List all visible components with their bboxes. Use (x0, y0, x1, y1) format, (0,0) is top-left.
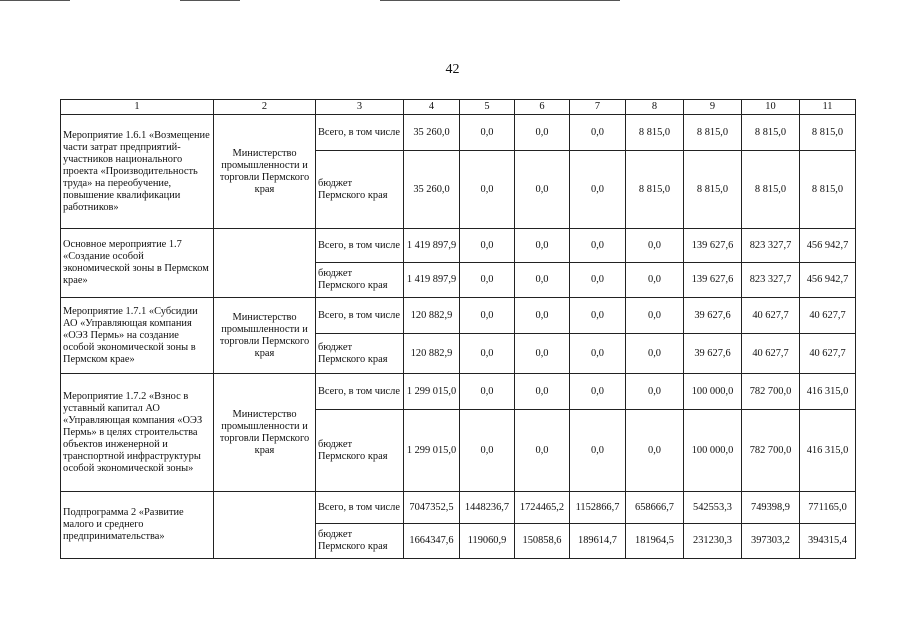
amount-cell: 1 299 015,0 (404, 410, 460, 492)
table-row (61, 229, 856, 263)
amount-cell: 40 627,7 (800, 298, 856, 334)
amount-cell: 1448236,7 (460, 492, 515, 524)
header-cell: 8 (626, 100, 684, 115)
amount-cell: 40 627,7 (742, 298, 800, 334)
activity-name-cell: Основное мероприятие 1.7 «Создание особой экономической зоны в Пермском крае» (61, 229, 214, 298)
amount-cell: 40 627,7 (742, 334, 800, 374)
funding-source-cell: Всего, в том числе (316, 115, 404, 151)
amount-cell: 0,0 (515, 115, 570, 151)
amount-cell: 456 942,7 (800, 229, 856, 263)
amount-cell: 8 815,0 (800, 115, 856, 151)
funding-source-cell: Всего, в том числе (316, 298, 404, 334)
amount-cell: 35 260,0 (404, 151, 460, 229)
amount-cell: 8 815,0 (684, 151, 742, 229)
executor-cell (214, 492, 316, 559)
header-cell: 3 (316, 100, 404, 115)
amount-cell: 0,0 (515, 410, 570, 492)
amount-cell: 0,0 (626, 334, 684, 374)
table-row (61, 492, 856, 524)
amount-cell: 0,0 (570, 410, 626, 492)
amount-cell: 35 260,0 (404, 115, 460, 151)
scan-edge-mark-middle (180, 0, 240, 1)
amount-cell: 0,0 (460, 263, 515, 298)
amount-cell: 0,0 (570, 229, 626, 263)
funding-source-cell: Всего, в том числе (316, 229, 404, 263)
amount-cell: 0,0 (570, 151, 626, 229)
amount-cell: 0,0 (570, 374, 626, 410)
amount-cell: 0,0 (570, 263, 626, 298)
amount-cell: 120 882,9 (404, 334, 460, 374)
amount-cell: 8 815,0 (742, 151, 800, 229)
page-number: 42 (445, 62, 460, 77)
amount-cell: 39 627,6 (684, 334, 742, 374)
header-cell: 11 (800, 100, 856, 115)
funding-source-cell: бюджет Пермского края (316, 334, 404, 374)
amount-cell: 0,0 (460, 151, 515, 229)
table-header-row (61, 100, 856, 115)
amount-cell: 8 815,0 (626, 115, 684, 151)
header-cell: 1 (61, 100, 214, 115)
header-cell: 9 (684, 100, 742, 115)
amount-cell: 0,0 (515, 263, 570, 298)
amount-cell: 0,0 (515, 151, 570, 229)
amount-cell: 0,0 (626, 263, 684, 298)
header-cell: 4 (404, 100, 460, 115)
amount-cell: 100 000,0 (684, 410, 742, 492)
amount-cell: 0,0 (460, 229, 515, 263)
amount-cell: 771165,0 (800, 492, 856, 524)
amount-cell: 823 327,7 (742, 263, 800, 298)
amount-cell: 658666,7 (626, 492, 684, 524)
amount-cell: 0,0 (515, 334, 570, 374)
amount-cell: 0,0 (460, 115, 515, 151)
executor-cell (214, 229, 316, 298)
amount-cell: 0,0 (460, 334, 515, 374)
activity-name-cell: Мероприятие 1.7.2 «Взнос в уставный капитал АО «Управляющая компания «ОЭЗ Пермь» в целях строительства объектов инженерной и транспортной инфраструктуры особой экономической зоны» (61, 374, 214, 492)
scan-edge-mark-right (380, 0, 620, 1)
header-cell: 10 (742, 100, 800, 115)
amount-cell: 782 700,0 (742, 410, 800, 492)
table-row (61, 298, 856, 334)
amount-cell: 1 419 897,9 (404, 229, 460, 263)
amount-cell: 120 882,9 (404, 298, 460, 334)
amount-cell: 1152866,7 (570, 492, 626, 524)
amount-cell: 139 627,6 (684, 229, 742, 263)
amount-cell: 7047352,5 (404, 492, 460, 524)
amount-cell: 1724465,2 (515, 492, 570, 524)
amount-cell: 8 815,0 (626, 151, 684, 229)
amount-cell: 139 627,6 (684, 263, 742, 298)
amount-cell: 181964,5 (626, 524, 684, 559)
executor-cell: Министерство промышленности и торговли Пермского края (214, 374, 316, 492)
amount-cell: 0,0 (570, 298, 626, 334)
amount-cell: 0,0 (515, 374, 570, 410)
amount-cell: 1 419 897,9 (404, 263, 460, 298)
amount-cell: 0,0 (626, 298, 684, 334)
amount-cell: 456 942,7 (800, 263, 856, 298)
header-cell: 5 (460, 100, 515, 115)
amount-cell: 416 315,0 (800, 374, 856, 410)
amount-cell: 749398,9 (742, 492, 800, 524)
executor-cell: Министерство промышленности и торговли Пермского края (214, 115, 316, 229)
amount-cell: 823 327,7 (742, 229, 800, 263)
amount-cell: 782 700,0 (742, 374, 800, 410)
amount-cell: 8 815,0 (800, 151, 856, 229)
executor-cell: Министерство промышленности и торговли Пермского края (214, 298, 316, 374)
header-cell: 6 (515, 100, 570, 115)
budget-table (60, 99, 856, 559)
amount-cell: 397303,2 (742, 524, 800, 559)
funding-source-cell: бюджет Пермского края (316, 263, 404, 298)
amount-cell: 0,0 (460, 298, 515, 334)
amount-cell: 0,0 (515, 298, 570, 334)
funding-source-cell: бюджет Пермского края (316, 524, 404, 559)
amount-cell: 150858,6 (515, 524, 570, 559)
amount-cell: 542553,3 (684, 492, 742, 524)
scan-edge-mark-left (0, 0, 70, 1)
amount-cell: 0,0 (626, 410, 684, 492)
amount-cell: 119060,9 (460, 524, 515, 559)
funding-source-cell: Всего, в том числе (316, 492, 404, 524)
table-row (61, 374, 856, 410)
funding-source-cell: Всего, в том числе (316, 374, 404, 410)
amount-cell: 1 299 015,0 (404, 374, 460, 410)
activity-name-cell: Мероприятие 1.7.1 «Субсидии АО «Управляющая компания «ОЭЗ Пермь» на создание особой экономической зоны в Пермском крае» (61, 298, 214, 374)
amount-cell: 416 315,0 (800, 410, 856, 492)
amount-cell: 8 815,0 (684, 115, 742, 151)
amount-cell: 0,0 (515, 229, 570, 263)
amount-cell: 231230,3 (684, 524, 742, 559)
amount-cell: 1664347,6 (404, 524, 460, 559)
amount-cell: 0,0 (570, 334, 626, 374)
amount-cell: 394315,4 (800, 524, 856, 559)
amount-cell: 39 627,6 (684, 298, 742, 334)
amount-cell: 189614,7 (570, 524, 626, 559)
activity-name-cell: Подпрограмма 2 «Развитие малого и среднего предпринимательства» (61, 492, 214, 559)
amount-cell: 0,0 (460, 410, 515, 492)
funding-source-cell: бюджет Пермского края (316, 410, 404, 492)
amount-cell: 0,0 (570, 115, 626, 151)
header-cell: 7 (570, 100, 626, 115)
amount-cell: 40 627,7 (800, 334, 856, 374)
amount-cell: 100 000,0 (684, 374, 742, 410)
amount-cell: 0,0 (626, 374, 684, 410)
table-row (61, 115, 856, 151)
funding-source-cell: бюджет Пермского края (316, 151, 404, 229)
amount-cell: 8 815,0 (742, 115, 800, 151)
activity-name-cell: Мероприятие 1.6.1 «Возмещение части затрат предприятий-участников национального проекта «Производительность труда» на переобучение, повышение квалификации работников» (61, 115, 214, 229)
amount-cell: 0,0 (626, 229, 684, 263)
header-cell: 2 (214, 100, 316, 115)
amount-cell: 0,0 (460, 374, 515, 410)
